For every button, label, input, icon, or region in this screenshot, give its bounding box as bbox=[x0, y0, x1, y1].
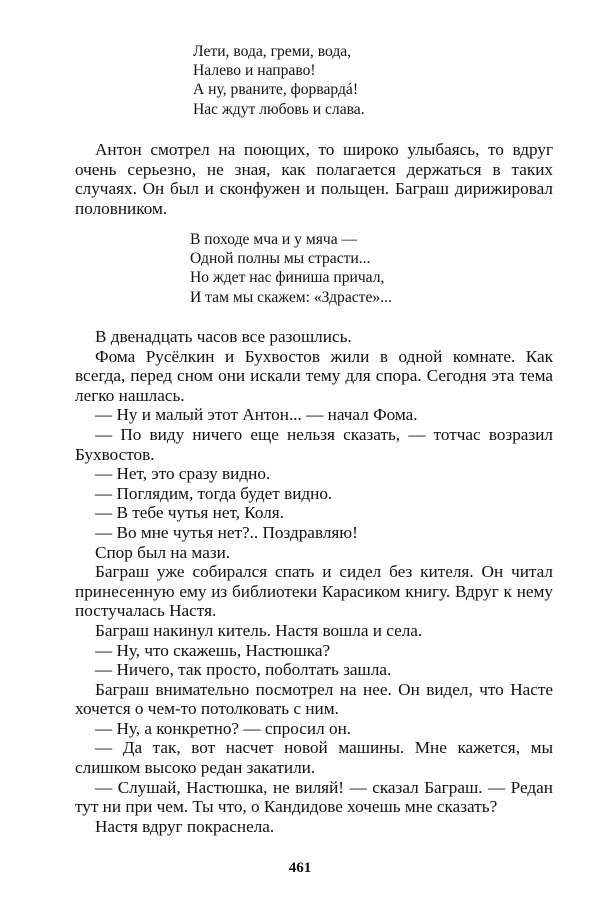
dialogue-line: — Поглядим, тогда будет видно. bbox=[95, 483, 333, 503]
poem-stanza-1 bbox=[193, 42, 365, 119]
verse-line: И там мы скажем: «Здрасте»... bbox=[190, 288, 392, 306]
paragraph: Баграш уже собирался спать и сидел без кителя. Он читал принесенную ему из библиотеки Карасиком книгу. Вдруг к нему постучалась Настя. bbox=[75, 562, 553, 621]
paragraph: Настя вдруг покраснела. bbox=[95, 816, 275, 836]
dialogue-line: — Да так, вот насчет новой машины. Мне кажется, мы слишком высоко редан закатили. bbox=[75, 738, 553, 778]
page-number: 461 bbox=[288, 860, 312, 876]
verse-line: Лети, вода, греми, вода, bbox=[193, 43, 352, 60]
dialogue-line: — Ну, а конкретно? — спросил он. bbox=[95, 718, 352, 738]
paragraph: В двенадцать часов все разошлись. bbox=[95, 327, 352, 346]
paragraph-block-1 bbox=[75, 140, 553, 218]
dialogue-line: — Ничего, так просто, поболтать зашла. bbox=[95, 660, 392, 680]
dialogue-line: — Ну, что скажешь, Настюшка? bbox=[95, 640, 331, 660]
paragraph: Баграш внимательно посмотрел на нее. Он видел, что Насте хочется о чем-то потолковать с ним. bbox=[75, 679, 553, 719]
dialogue-line: — По виду ничего еще нельзя сказать, — тотчас возразил Бухвостов. bbox=[75, 424, 553, 464]
dialogue-line: — Нет, это сразу видно. bbox=[95, 464, 271, 484]
paragraph: Баграш накинул китель. Настя вошла и села. bbox=[95, 620, 423, 640]
verse-line: В походе мча и у мяча — bbox=[190, 231, 358, 248]
paragraph-block-2 bbox=[75, 327, 553, 836]
dialogue-line: — Ну и малый этот Антон... — начал Фома. bbox=[95, 405, 418, 425]
paragraph: Антон смотрел на поющих, то широко улыбаясь, то вдруг очень серьезно, не зная, как полагается держаться в таких случаях. Он был и сконфужен и польщен. Баграш дирижировал половником. bbox=[75, 140, 553, 218]
verse-line: Но ждет нас финиша причал, bbox=[190, 269, 385, 287]
verse-line: А ну, рваните, форвардá! bbox=[193, 81, 359, 99]
dialogue-line: — В тебе чутья нет, Коля. bbox=[95, 503, 285, 523]
dialogue-line: — Слушай, Настюшка, не виляй! — сказал Баграш. — Редан тут ни при чем. Ты что, о Кандидове хочешь мне сказать? bbox=[75, 777, 553, 817]
poem-stanza-2 bbox=[190, 230, 392, 307]
paragraph: Спор был на мази. bbox=[95, 542, 231, 562]
verse-line: Налево и направо! bbox=[193, 62, 316, 80]
paragraph: Фома Русёлкин и Бухвостов жили в одной комнате. Как всегда, перед сном они искали тему для спора. Сегодня эта тема легко нашлась. bbox=[75, 346, 553, 405]
dialogue-line: — Во мне чутья нет?.. Поздравляю! bbox=[95, 522, 358, 542]
verse-line: Нас ждут любовь и слава. bbox=[193, 100, 365, 118]
verse-line: Одной полны мы страсти... bbox=[190, 250, 371, 268]
